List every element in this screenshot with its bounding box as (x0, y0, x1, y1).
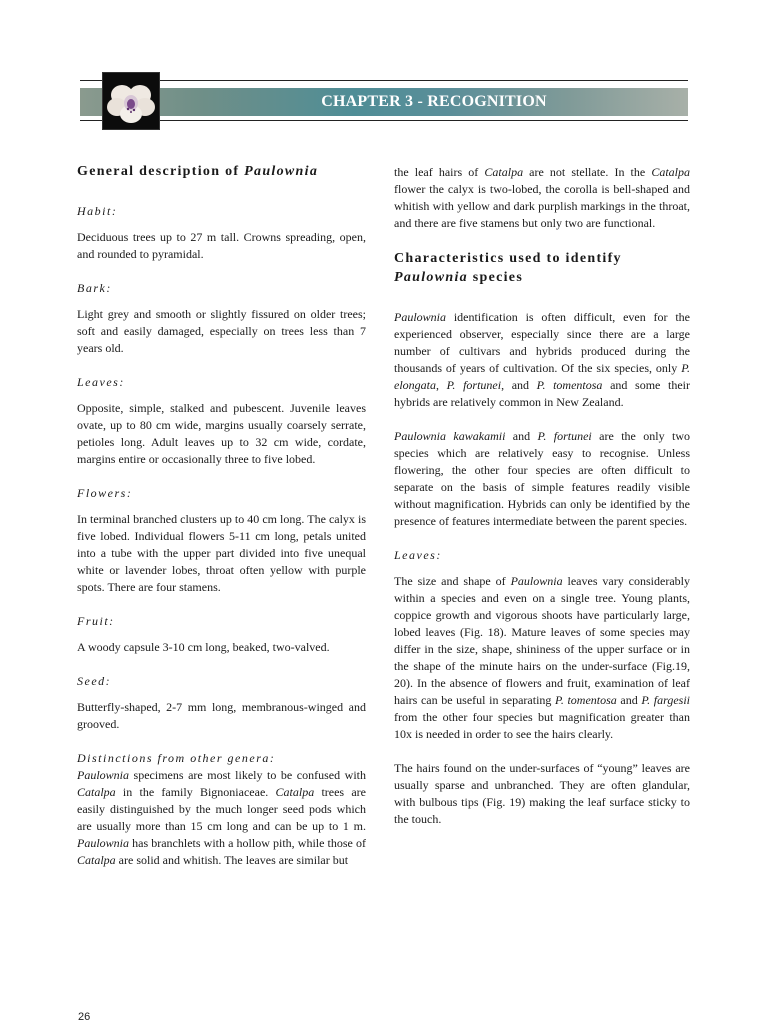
distinctions-text: Paulownia specimens are most likely to be confused with Catalpa in the family Bignoniaceae. Catalpa trees are easily distinguished by the much longer seed pods which are usually more than 15 cm long and can be up to 1 m. Paulownia has branchlets with a hollow pith, while those of Catalpa are solid and whitish. The leaves are similar but (77, 768, 366, 867)
section-heading-general-description: General description of Paulownia (77, 164, 319, 179)
identification-paragraph-1: Paulownia identification is often difficult, even for the experienced observer, especially since there are a large number of cultivars and hybrids produced during the thousands of years of cultivation. Of the six species, only P. elongata, P. fortunei, and P. tomentosa and some their hybrids are relatively common in New Zealand. (394, 310, 690, 409)
paulownia-flower-icon (102, 72, 160, 130)
page-number: 26 (78, 1011, 91, 1023)
fruit-label: Fruit: (77, 614, 115, 628)
flowers-text: In terminal branched clusters up to 40 cm long. The calyx is five lobed. Individual flowers 5-11 cm long, petals united into a tube with the upper part divided into five unequal white or lavender lobes, throat often yellow with purple spots. There are four stamens. (77, 512, 366, 594)
distinctions-continued-text: the leaf hairs of Catalpa are not stellate. In the Catalpa flower the calyx is two-lobed, the corolla is bell-shaped and whitish with yellow and dark purplish markings in the throat, and there are five stamens but only two are functional. (394, 165, 690, 230)
chapter-title: CHAPTER 3 - RECOGNITION (321, 93, 547, 110)
fruit-text: A woody capsule 3-10 cm long, beaked, two-valved. (77, 640, 330, 654)
leaves-text: Opposite, simple, stalked and pubescent. Juvenile leaves ovate, up to 80 cm wide, margins usually coarsely serrate, petioles long. Adult leaves up to 32 cm wide, cordate, margins entire or occasionally three to five lobed. (77, 401, 366, 466)
leaf-hairs-paragraph: The hairs found on the under-surfaces of “young” leaves are usually sparse and unbranched. They are often glandular, with bulbous tips (Fig. 19) making the leaf surface sticky to the touch. (394, 761, 690, 826)
header-rule-top (80, 80, 688, 81)
habit-text: Deciduous trees up to 27 m tall. Crowns spreading, open, and rounded to pyramidal. (77, 230, 366, 261)
distinctions-label: Distinctions from other genera: (77, 751, 276, 765)
header-rule-bottom (80, 120, 688, 121)
leaves-paragraph: The size and shape of Paulownia leaves vary considerably within a species and even on a single tree. Young plants, coppice growth and vigorous shoots have particularly large, lobed leaves (Fig. 18). Mature leaves of some species may differ in the size, shape, shininess of the upper surface or in the shape of the minute hairs on the under-surface (Fig.19, 20). In the absence of flowers and fruit, examination of leaf hairs can be useful in separating P. tomentosa and P. fargesii from the other four species but magnification greater than 10x is needed in order to see the hairs clearly. (394, 574, 690, 741)
bark-text: Light grey and smooth or slightly fissured on older trees; soft and easily damaged, especially on trees less than 7 years old. (77, 307, 366, 355)
bark-label: Bark: (77, 281, 112, 295)
leaves-label: Leaves: (77, 375, 125, 389)
identification-paragraph-2: Paulownia kawakamii and P. fortunei are the only two species which are relatively easy to recognise. Unless flowering, the other four species are often difficult to separate on the basis of simple features readily visible without magnification. Hybrids can only be identified by the presence of features intermediate between the parent species. (394, 429, 690, 528)
section-heading-identification: Characteristics used to identify Paulownia species (394, 251, 622, 285)
habit-label: Habit: (77, 204, 118, 218)
right-column (394, 164, 690, 828)
flowers-label: Flowers: (77, 486, 133, 500)
leaves-subheading: Leaves: (394, 548, 442, 562)
seed-text: Butterfly-shaped, 2-7 mm long, membranous-winged and grooved. (77, 700, 366, 731)
seed-label: Seed: (77, 674, 112, 688)
left-column (77, 162, 366, 869)
